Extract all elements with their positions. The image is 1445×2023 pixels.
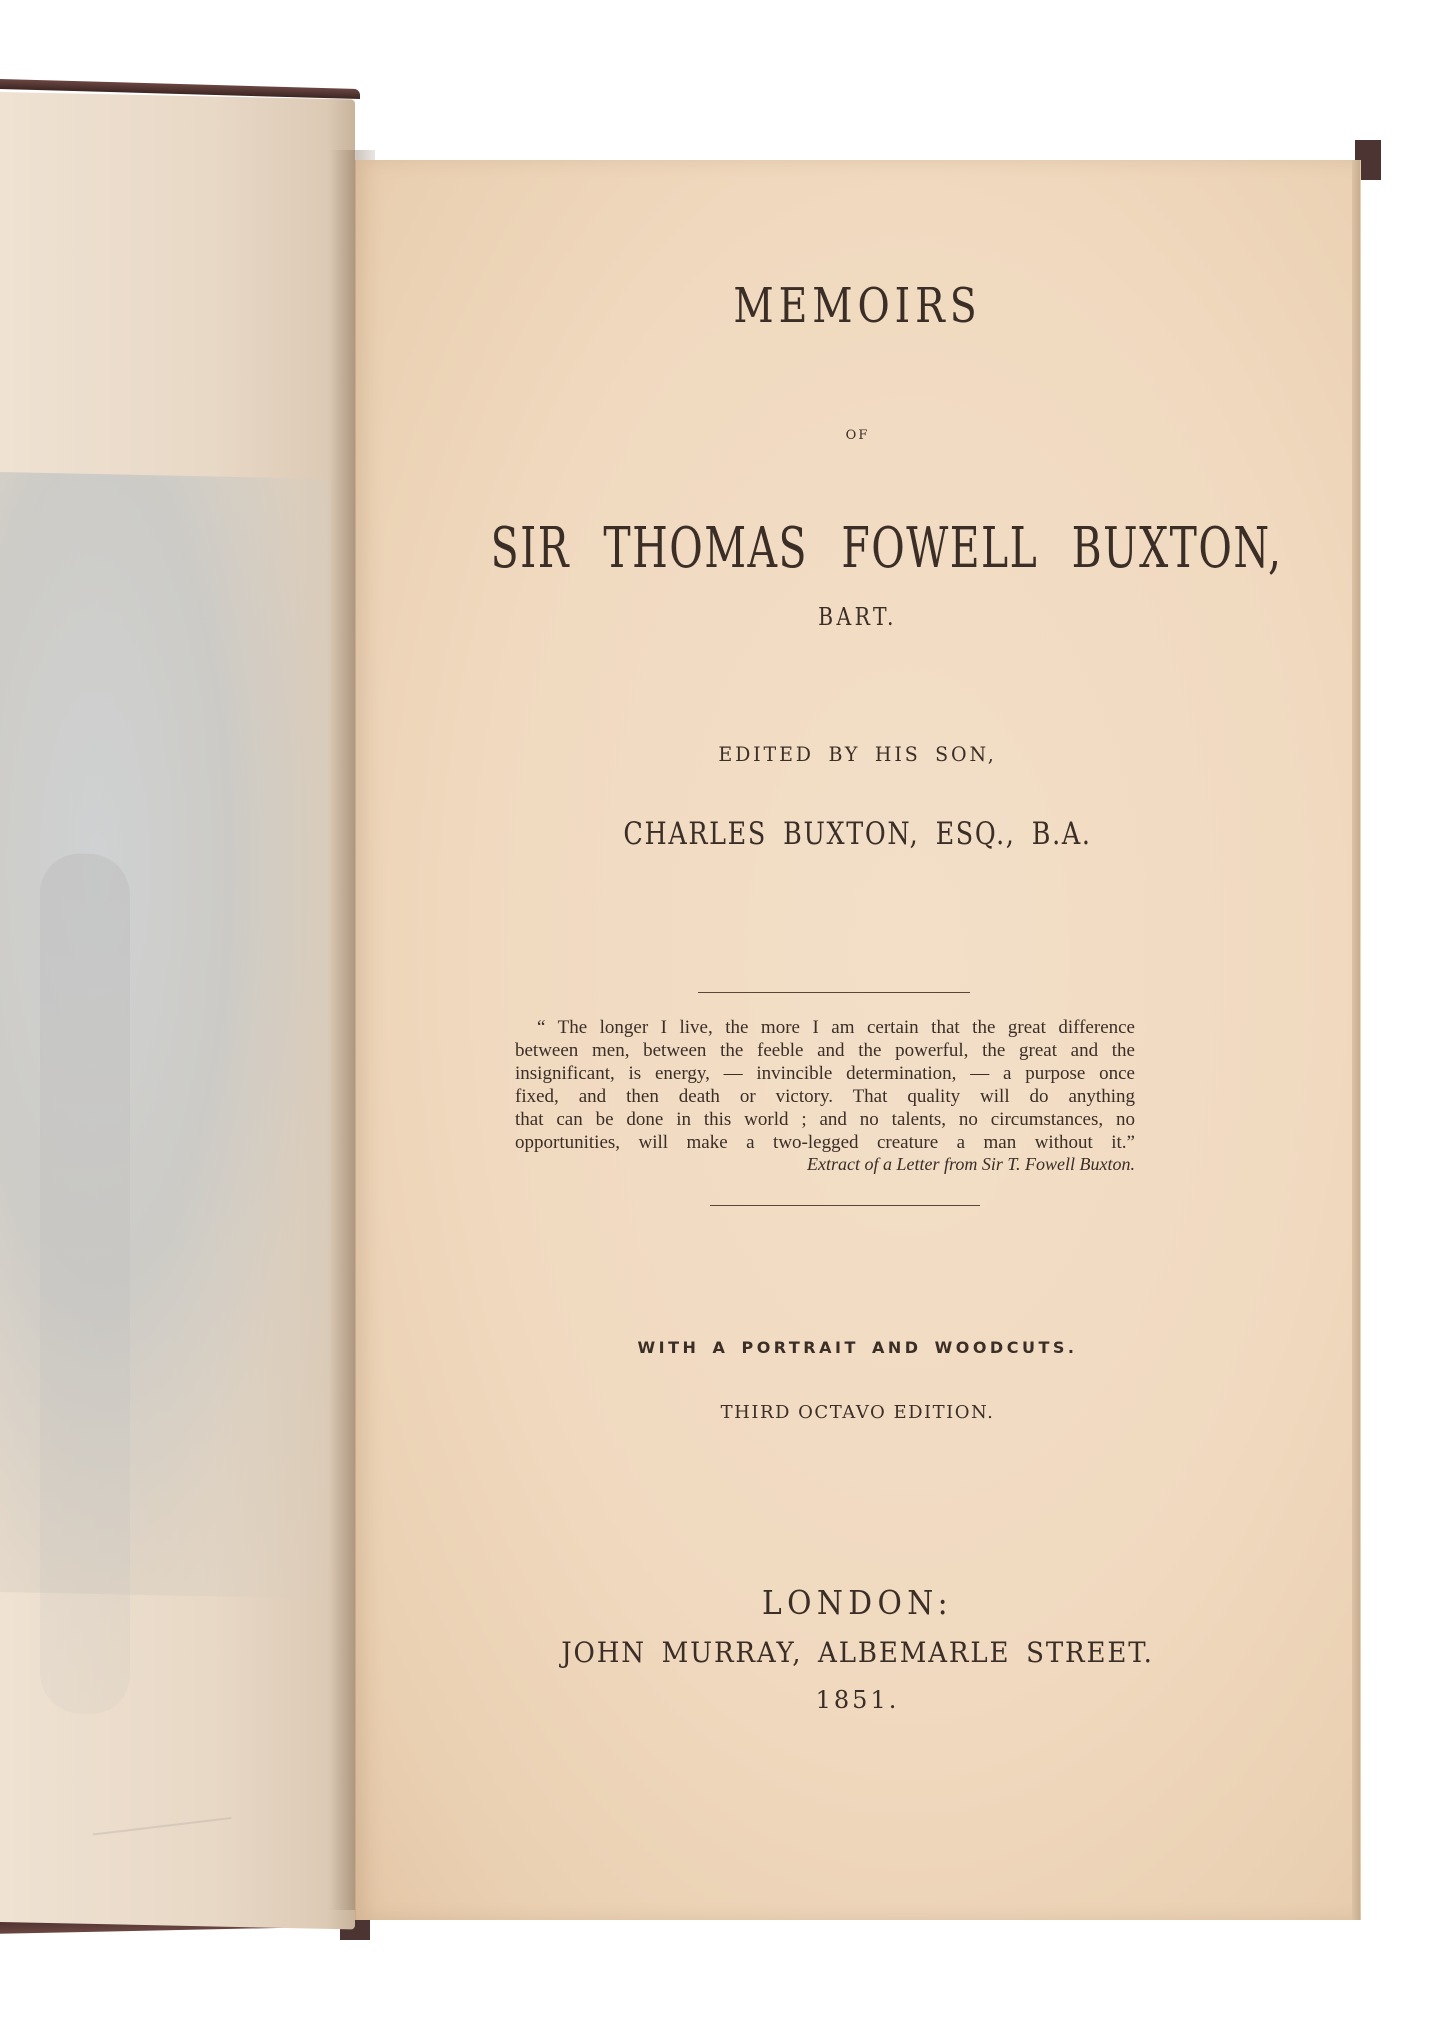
epigraph-rule-top [698, 992, 970, 993]
epigraph [515, 1016, 1135, 1154]
page-fore-edge [1352, 160, 1360, 1920]
portrait-figure-shadow [40, 853, 130, 1715]
epigraph-line: between men, between the feeble and the powerful, the great and the [515, 1040, 1135, 1061]
illustrations-note: WITH A PORTRAIT AND WOODCUTS. [637, 1338, 1078, 1357]
editor-name: CHARLES BUXTON, ESQ., B.A. [623, 816, 1092, 852]
title-connector: OF [845, 428, 870, 443]
signature-show-through [88, 1787, 231, 1835]
epigraph-line: opportunities, will make a two-legged creature a man without it.” [515, 1132, 1135, 1153]
imprint-publisher: JOHN MURRAY, ALBEMARLE STREET. [561, 1636, 1154, 1669]
frontispiece-tissue-page [0, 92, 355, 1929]
epigraph-line: “ The longer I live, the more I am certain that the great difference [537, 1017, 1135, 1038]
imprint-place: LONDON: [762, 1583, 953, 1622]
epigraph-rule-bottom [710, 1205, 980, 1206]
subject-name: SIR THOMAS FOWELL BUXTON, [490, 516, 1283, 581]
edition-statement: THIRD OCTAVO EDITION. [720, 1402, 995, 1423]
edited-by-line: EDITED BY HIS SON, [718, 742, 997, 766]
imprint-year: 1851. [815, 1686, 900, 1714]
epigraph-line: fixed, and then death or victory. That quality will do anything [515, 1086, 1135, 1107]
epigraph-line: that can be done in this world ; and no talents, no circumstances, no [515, 1109, 1135, 1130]
epigraph-line: insignificant, is energy, — invincible determination, — a purpose once [515, 1063, 1135, 1084]
book-title: MEMOIRS [733, 278, 982, 334]
subject-rank: BART. [818, 603, 897, 631]
epigraph-attribution: Extract of a Letter from Sir T. Fowell Buxton. [807, 1154, 1135, 1174]
